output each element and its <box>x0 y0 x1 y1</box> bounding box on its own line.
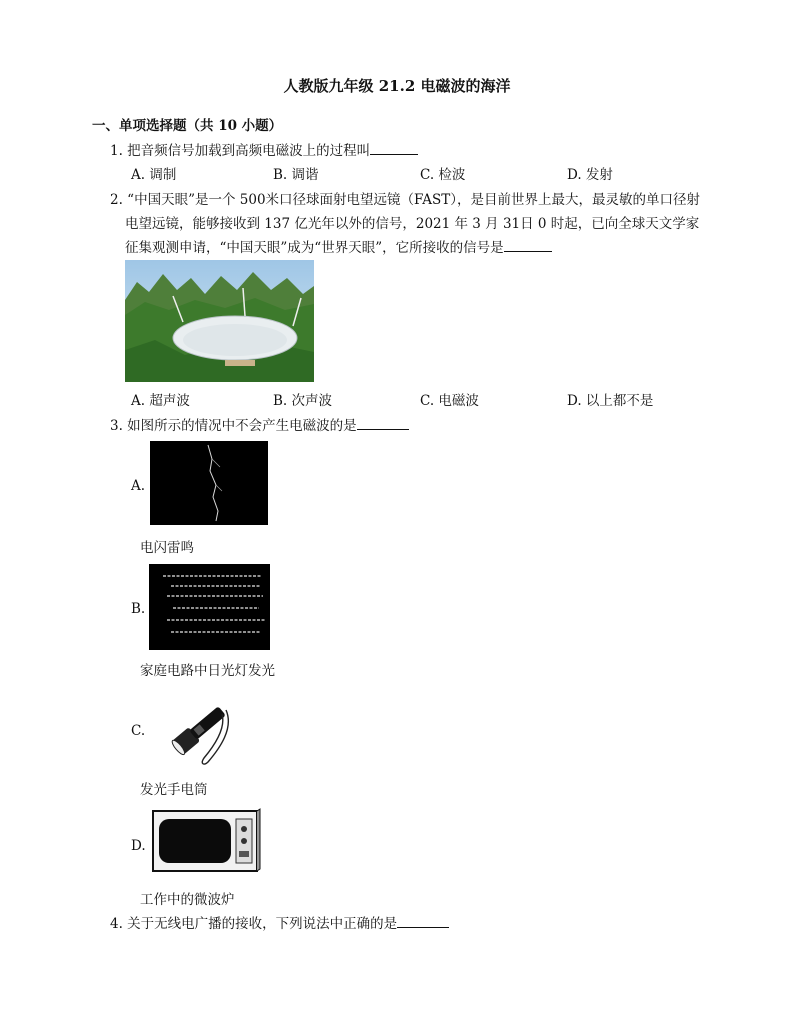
answer-blank <box>357 417 409 430</box>
q1-option-d: D. 发射 <box>567 167 613 183</box>
answer-blank <box>504 239 552 252</box>
q3-choice-c-caption: 发光手电筒 <box>140 782 208 798</box>
question-3 <box>110 414 409 438</box>
q1-option-c: C. 检波 <box>420 167 466 183</box>
q3-choice-b-caption: 家庭电路中日光灯发光 <box>140 663 275 679</box>
flashlight-image <box>160 688 240 768</box>
question-4-stem: 4. 关于无线电广播的接收，下列说法中正确的是 <box>110 916 398 932</box>
q2-option-a: A. 超声波 <box>131 393 190 409</box>
question-1 <box>110 139 418 163</box>
question-2 <box>110 188 710 260</box>
section-heading: 一、单项选择题（共 10 小题） <box>92 118 283 134</box>
q3-choice-a-letter: A. <box>131 478 146 494</box>
lightning-image <box>150 441 268 525</box>
q2-option-c: C. 电磁波 <box>420 393 479 409</box>
fast-telescope-image <box>125 260 314 382</box>
q3-choice-d-caption: 工作中的微波炉 <box>140 892 235 908</box>
q3-choice-a-caption: 电闪雷鸣 <box>140 540 194 556</box>
question-2-line-3-wrap <box>110 236 710 260</box>
q2-option-b: B. 次声波 <box>273 393 333 409</box>
q3-choice-d-letter: D. <box>131 838 146 854</box>
q3-choice-b-letter: B. <box>131 601 146 617</box>
question-2-line-2: 电望远镜，能够接收到 137 亿光年以外的信号，2021 年 3 月 31日 0 时起，已向全球天文学家 <box>125 216 700 232</box>
fluorescent-lamp-image <box>149 564 270 650</box>
question-1-stem: 1. 把音频信号加载到高频电磁波上的过程叫 <box>110 143 371 159</box>
q2-option-d: D. 以上都不是 <box>567 393 654 409</box>
microwave-image <box>150 807 262 875</box>
q1-option-a: A. 调制 <box>131 167 177 183</box>
question-2-line-1: 2. “中国天眼”是一个 500米口径球面射电望远镜（FAST），是目前世界上最大，最灵敏的单口径射 <box>110 192 700 208</box>
answer-blank <box>397 915 449 928</box>
question-4 <box>110 912 449 936</box>
answer-blank <box>370 142 418 155</box>
page-title: 人教版九年级 21.2 电磁波的海洋 <box>283 77 511 95</box>
question-2-line-3: 征集观测申请，“中国天眼”成为“世界天眼”，它所接收的信号是 <box>125 240 504 256</box>
question-3-stem: 3. 如图所示的情况中不会产生电磁波的是 <box>110 418 357 434</box>
q3-choice-c-letter: C. <box>131 723 146 739</box>
q1-option-b: B. 调谐 <box>273 167 319 183</box>
